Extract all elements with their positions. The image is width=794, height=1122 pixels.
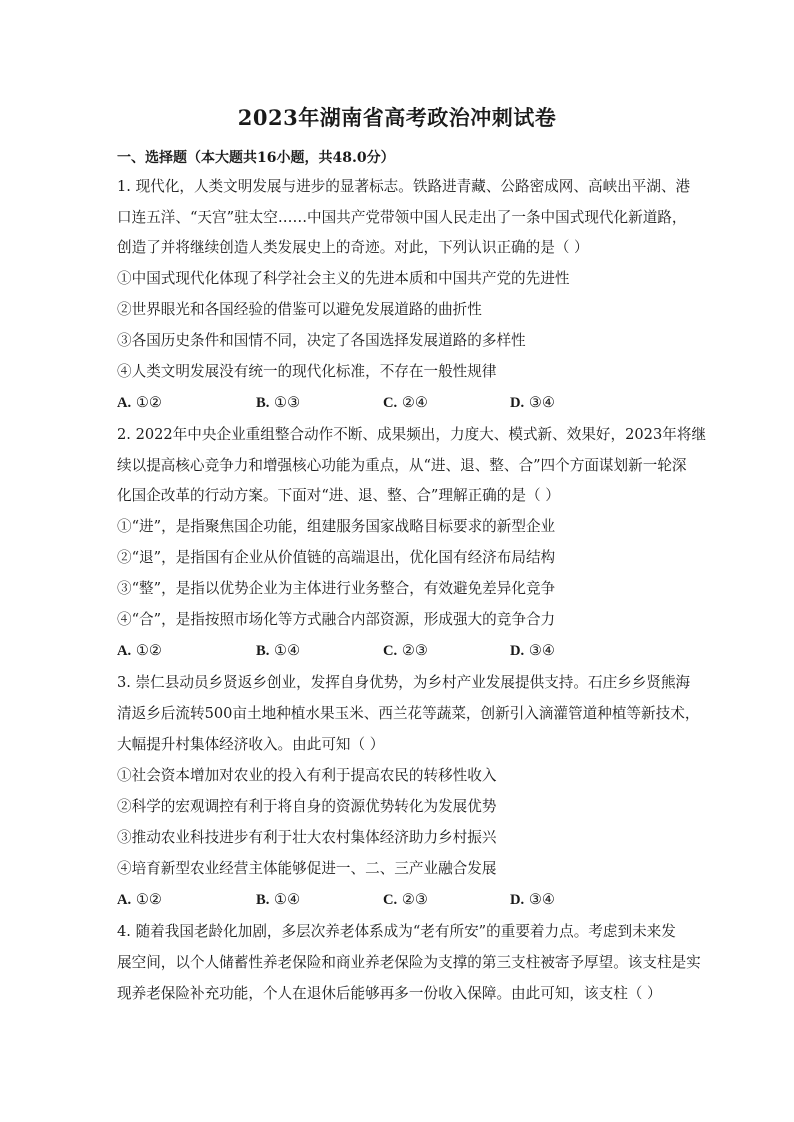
option-letter: C. bbox=[383, 892, 398, 908]
q1-statement-4: ④人类文明发展没有统一的现代化标准，不存在一般性规律 bbox=[117, 363, 497, 380]
q3-stem-line-3: 大幅提升村集体经济收入。由此可知（ ） bbox=[117, 736, 385, 753]
q2-statement-4: ④“合”，是指按照市场化等方式融合内部资源，形成强大的竞争合力 bbox=[117, 611, 556, 628]
option-text: ③④ bbox=[528, 642, 556, 659]
option-text: ①② bbox=[135, 891, 163, 908]
q3-option-d[interactable] bbox=[510, 890, 555, 910]
q1-statement-2: ②世界眼光和各国经验的借鉴可以避免发展道路的曲折性 bbox=[117, 301, 482, 318]
q1-option-c[interactable] bbox=[383, 393, 428, 413]
q1-statement-3: ③各国历史条件和国情不同，决定了各国选择发展道路的多样性 bbox=[117, 332, 526, 349]
option-text: ①② bbox=[135, 642, 163, 659]
q2-stem-line-3: 化国企改革的行动方案。下面对“进、退、整、合”理解正确的是（ ） bbox=[117, 487, 560, 504]
option-text: ③④ bbox=[528, 394, 556, 411]
q4-stem-line-3: 现养老保险补充功能，个人在退休后能够再多一份收入保障。由此可知，该支柱（ ） bbox=[117, 985, 662, 1002]
option-letter: A. bbox=[117, 892, 132, 908]
option-letter: A. bbox=[117, 643, 132, 659]
q1-statement-1: ①中国式现代化体现了科学社会主义的先进本质和中国共产党的先进性 bbox=[117, 270, 570, 287]
q1-stem-line-1: 1. 现代化，人类文明发展与进步的显著标志。铁路进青藏、公路密成网、高峡出平湖、港 bbox=[117, 178, 691, 195]
q2-statement-1: ①“进”，是指聚焦国企功能，组建服务国家战略目标要求的新型企业 bbox=[117, 518, 556, 535]
option-letter: B. bbox=[256, 892, 270, 908]
q1-stem-line-2: 口连五洋、“天宫”驻太空……中国共产党带领中国人民走出了一条中国式现代化新道路， bbox=[117, 209, 687, 226]
q2-stem-line-1: 2. 2022年中央企业重组整合动作不断、成果频出，力度大、模式新、效果好，2023年将继 bbox=[117, 426, 707, 443]
q1-option-d[interactable] bbox=[510, 393, 555, 413]
q3-statement-1: ①社会资本增加对农业的投入有利于提高农民的转移性收入 bbox=[117, 767, 497, 784]
q4-stem-line-1: 4. 随着我国老龄化加剧，多层次养老体系成为“老有所安”的重要着力点。考虑到未来发 bbox=[117, 923, 676, 940]
option-text: ①④ bbox=[274, 891, 301, 908]
exam-title: 2023年湖南省高考政治冲刺试卷 bbox=[237, 105, 557, 130]
q1-option-a[interactable] bbox=[117, 393, 162, 413]
option-text: ①④ bbox=[274, 642, 301, 659]
q3-statement-2: ②科学的宏观调控有利于将自身的资源优势转化为发展优势 bbox=[117, 798, 497, 815]
q3-option-b[interactable] bbox=[256, 890, 300, 910]
option-letter: A. bbox=[117, 395, 132, 411]
q3-option-a[interactable] bbox=[117, 890, 162, 910]
q2-statement-2: ②“退”，是指国有企业从价值链的高端退出，优化国有经济布局结构 bbox=[117, 549, 556, 566]
q2-option-a[interactable] bbox=[117, 641, 162, 661]
option-letter: B. bbox=[256, 395, 270, 411]
q2-option-b[interactable] bbox=[256, 641, 300, 661]
option-letter: D. bbox=[510, 395, 525, 411]
q3-stem-line-1: 3. 崇仁县动员乡贤返乡创业，发挥自身优势，为乡村产业发展提供支持。石庄乡乡贤熊海 bbox=[117, 674, 691, 691]
option-letter: B. bbox=[256, 643, 270, 659]
option-letter: D. bbox=[510, 643, 525, 659]
q2-option-c[interactable] bbox=[383, 641, 428, 661]
q3-statement-4: ④培育新型农业经营主体能够促进一、二、三产业融合发展 bbox=[117, 860, 497, 877]
option-text: ②④ bbox=[401, 394, 429, 411]
q1-stem-line-3: 创造了并将继续创造人类发展史上的奇迹。对此，下列认识正确的是（ ） bbox=[117, 239, 589, 256]
q3-stem-line-2: 清返乡后流转500亩土地种植水果玉米、西兰花等蔬菜，创新引入滴灌管道种植等新技术， bbox=[117, 705, 700, 722]
q3-statement-3: ③推动农业科技进步有利于壮大农村集体经济助力乡村振兴 bbox=[117, 829, 497, 846]
q2-statement-3: ③“整”，是指以优势企业为主体进行业务整合，有效避免差异化竞争 bbox=[117, 580, 556, 597]
option-text: ③④ bbox=[528, 891, 556, 908]
option-text: ②③ bbox=[401, 891, 429, 908]
option-text: ②③ bbox=[401, 642, 429, 659]
q3-option-c[interactable] bbox=[383, 890, 428, 910]
option-letter: C. bbox=[383, 395, 398, 411]
q2-option-d[interactable] bbox=[510, 641, 555, 661]
section-header: 一、选择题（本大题共16小题，共48.0分） bbox=[117, 150, 395, 166]
option-text: ①③ bbox=[274, 394, 301, 411]
option-letter: D. bbox=[510, 892, 525, 908]
q4-stem-line-2: 展空间，以个人储蓄性养老保险和商业养老保险为支撑的第三支柱被寄予厚望。该支柱是实 bbox=[117, 954, 701, 971]
option-text: ①② bbox=[135, 394, 163, 411]
q2-stem-line-2: 续以提高核心竞争力和增强核心功能为重点，从“进、退、整、合”四个方面谋划新一轮深 bbox=[117, 457, 687, 474]
option-letter: C. bbox=[383, 643, 398, 659]
q1-option-b[interactable] bbox=[256, 393, 300, 413]
